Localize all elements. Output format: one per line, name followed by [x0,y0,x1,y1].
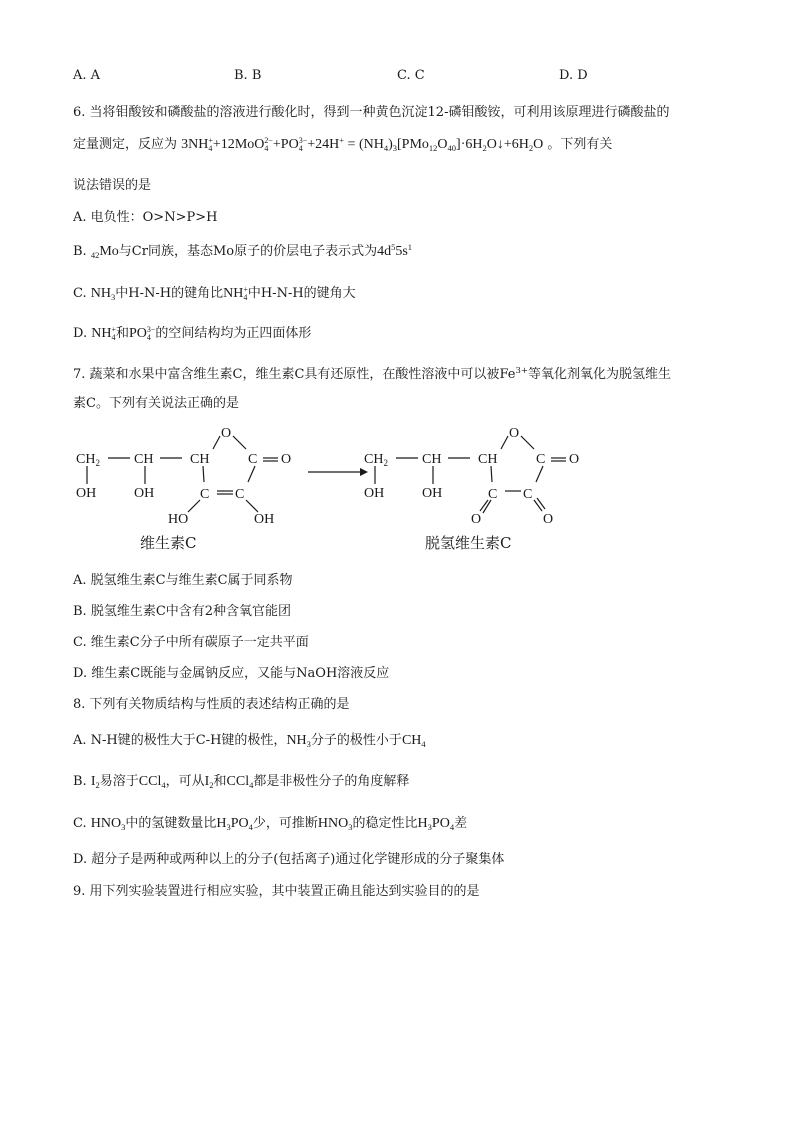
structure-label-dehydro-vitamin-c: 脱氢维生素C [425,534,512,552]
q7-option-d: D. 维生素C既能与金属钠反应，又能与NaOH溶液反应 [73,666,390,681]
q8-ccl4-formula: CCl$_4$ [138,774,166,790]
left-ch2: $CH_2$ [76,452,100,468]
right-carbonyl-o: O [569,452,580,467]
right-ch2: $CH_2$ [364,452,388,468]
q6-stem-line3: 说法错误的是 [73,178,152,193]
q9-stem: 9. 用下列实验装置进行相应实验，其中装置正确且能达到实验目的的是 [73,884,480,899]
right-c-3: C [488,487,498,502]
left-ch-2: CH [190,452,210,467]
q7-fe-ion: $Fe^{3+}$ [499,366,528,382]
q6-option-d: D. NH + 4 和PO 3− 4 的空间结构均为正四面体形 [73,325,312,342]
q6-stem-line2-prefix: 定量测定，反应为 [73,137,178,152]
right-c-carbonyl: C [536,452,546,467]
q6-nh4-formula: NH + 4 [223,285,248,302]
prev-option-b: B. B [234,68,262,83]
prev-option-c: C. C [397,68,425,83]
q6-nh4-ion: NH + 4 [91,325,116,342]
prev-options [73,68,713,86]
prev-option-d: D. D [559,68,588,83]
right-c-4: C [523,487,533,502]
left-oh-2: OH [134,486,155,501]
q8-option-b: B. $I_2$易溶于CCl$_4$，可从$I_2$和CCl$_4$都是非极性分子的角度解释 [73,774,410,790]
q7-stem-line1: 7. 蔬菜和水果中富含维生素C，维生素C具有还原性，在酸性溶液中可以被$Fe^{3+}$等氧化剂氧化为脱氢维生 [73,366,671,382]
q6-option-b: B. $_{42}$Mo与Cr同族，基态Mo原子的价层电子表示式为$4d^55s^1$ [73,242,413,260]
q8-h3po4-formula-2: $H_3PO_4$ [417,816,455,832]
left-c-4: C [235,487,245,502]
q6-option-a: A. 电负性：O>N>P>H [73,210,218,225]
right-ch-2: CH [478,452,498,467]
left-ho: HO [168,512,189,527]
q6-electron-config: $4d^55s^1$ [377,242,413,259]
q7-option-b: B. 脱氢维生素C中含有2种含氧官能团 [73,604,292,619]
q8-ch4-formula: $CH_4$ [401,733,426,749]
reaction-arrow-head [360,468,368,476]
q7-option-a: A. 脱氢维生素C与维生素C属于同系物 [73,573,293,588]
right-oh-2: OH [422,486,443,501]
right-o-4: O [543,512,554,527]
q8-h3po4-formula: $H_3PO_4$ [216,816,253,832]
q8-stem: 8. 下列有关物质结构与性质的表述结构正确的是 [73,697,350,712]
right-ring-o: O [509,426,520,441]
q7-stem-line2: 素C。下列有关说法正确的是 [73,396,239,411]
q8-hno3-formula-2: $HNO_3$ [317,816,353,832]
right-ch-1: CH [422,452,442,467]
q7-option-c: C. 维生素C分子中所有碳原子一定共平面 [73,635,309,650]
q8-nh3-formula: $NH_3$ [286,733,311,749]
q8-option-c: C. $HNO_3$中的氢键数量比$H_3PO_4$少，可推断$HNO_3$的稳定性比$H_3PO_4$差 [73,816,468,832]
q8-option-d: D. 超分子是两种或两种以上的分子(包括离子)通过化学键形成的分子聚集体 [73,852,505,867]
left-ch-1: CH [134,452,154,467]
left-oh-3: OH [254,512,275,527]
q6-stem-line1: 6. 当将钼酸铵和磷酸盐的溶液进行酸化时，得到一种黄色沉淀12-磷钼酸铵，可利用该原理进行磷酸盐的 [73,105,670,120]
q6-stem-line2-suffix: 。下列有关 [547,137,613,152]
prev-option-a: A. A [73,68,101,83]
q6-option-c: C. $NH_3$中H-N-H的键角比NH + 4 中H-N-H的键角大 [73,285,356,302]
q8-hno3-formula: $HNO_3$ [90,816,126,832]
q8-i2-formula-2: $I_2$ [204,774,214,790]
q6-po4-ion: PO 3− 4 [129,325,156,342]
q6-reaction-equation: 3NH + 4 +12MoO 2− 4 +PO 3− 4 $+24H^+ = (NH_4)_3[PMo_{12}O_{40}]\cdot 6H_2O↓+6H_2O$ [181,135,544,153]
q6-mo-symbol: $_{42}$Mo [90,244,119,260]
structure-label-vitamin-c: 维生素C [140,534,197,552]
q7-structure-diagram [70,420,670,560]
right-o-3: O [471,512,482,527]
left-oh-1: OH [76,486,97,501]
q8-option-a: A. N-H键的极性大于C-H键的极性，$NH_3$分子的极性小于$CH_4$ [73,733,426,749]
q6-stem-line2 [73,133,612,153]
left-c-carbonyl: C [248,452,258,467]
left-carbonyl-o: O [281,452,292,467]
right-oh-1: OH [364,486,385,501]
left-c-3: C [200,487,210,502]
q8-ccl4-formula-2: CCl$_4$ [226,774,254,790]
left-ring-o: O [221,426,232,441]
q6-nh3-formula: $NH_3$ [90,286,116,302]
q8-i2-formula: $I_2$ [90,774,100,790]
